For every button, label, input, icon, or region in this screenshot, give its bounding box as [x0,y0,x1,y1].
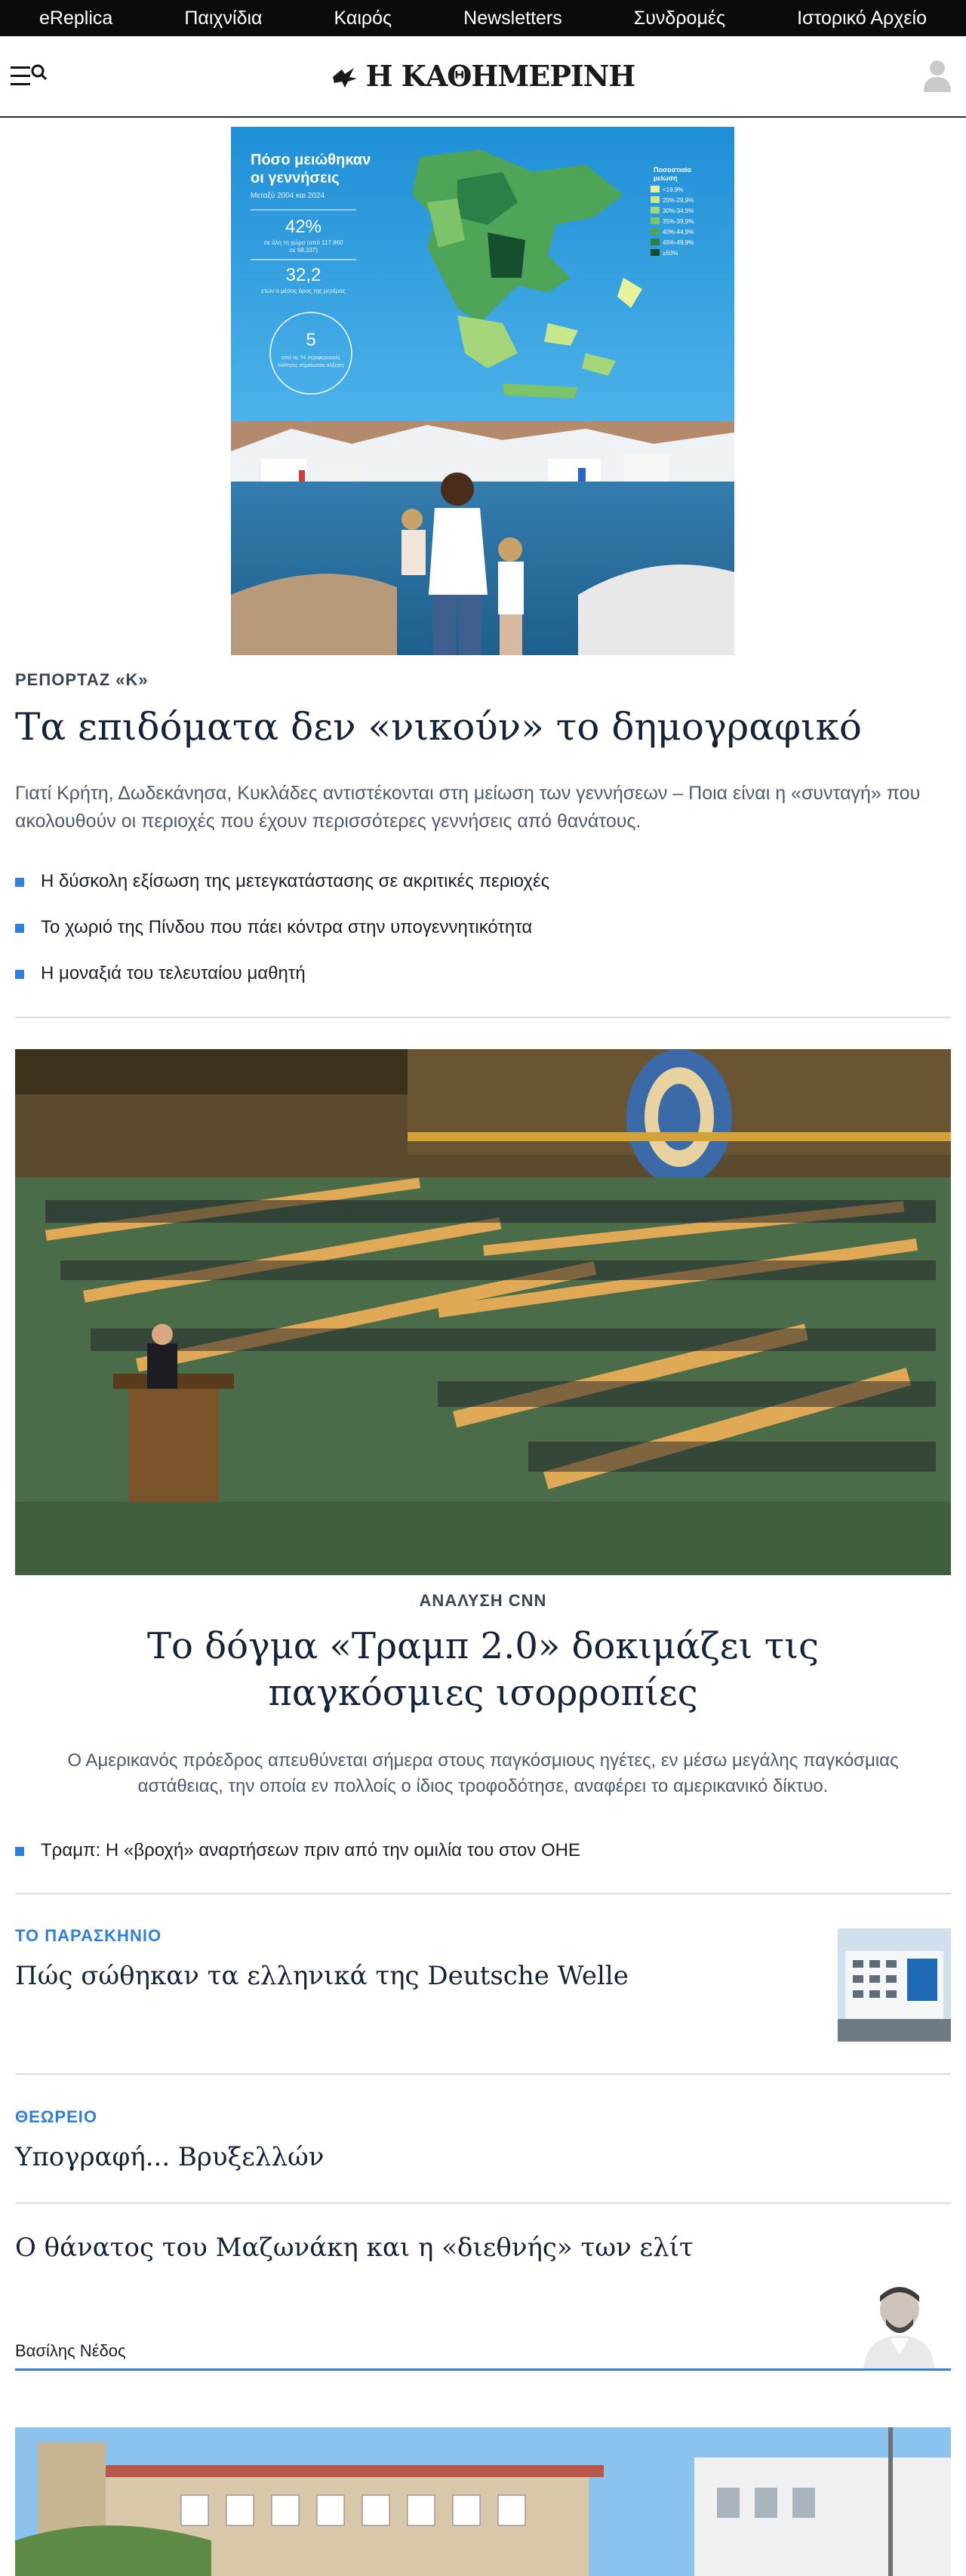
svg-text:από τις 74 περιφερειακές: από τις 74 περιφερειακές [281,355,340,361]
svg-text:μείωση: μείωση [654,174,678,182]
svg-text:σε όλη τη χώρα (από 117.860: σε όλη τη χώρα (από 117.860 [263,239,343,246]
author-underline [15,2368,951,2371]
article5-title[interactable]: Ο θάνατος του Μαζωνάκη και η «διεθνής» των ελίτ [15,2233,694,2263]
article4-title[interactable]: Υπογραφή... Βρυξελλών [15,2142,325,2172]
svg-text:<19,9%: <19,9% [663,186,684,193]
site-header [0,36,966,118]
article2-title[interactable]: Το δόγμα «Τραμπ 2.0» δοκιμάζει τις παγκόσμιες ισορροπίες [147,1625,819,1714]
article3-thumbnail[interactable] [838,1928,951,2042]
logo-text: Η ΚΑΘΗΜΕΡΙΝΗ [365,59,635,93]
svg-text:≥50%: ≥50% [663,250,678,257]
top-navigation [0,0,966,36]
topnav-subscriptions[interactable]: Συνδρομές [633,7,726,29]
svg-text:οι γεννήσεις: οι γεννήσεις [251,170,340,186]
article3-kicker[interactable]: ΤΟ ΠΑΡΑΣΚΗΝΙΟ [15,1926,162,1945]
site-logo[interactable] [0,59,966,96]
article2-kicker[interactable]: ΑΝΑΛΥΣΗ CNN [419,1591,547,1610]
topnav-games[interactable]: Παιχνίδια [184,7,263,29]
next-article-image[interactable] [15,2427,951,2576]
svg-text:Μεταξύ 2004 και 2024: Μεταξύ 2004 και 2024 [251,192,325,200]
article1-related-list [15,870,549,1008]
related-link[interactable]: Το χωριό της Πίνδου που πάει κόντρα στην υπογεννητικότητα [15,916,549,962]
svg-text:5: 5 [306,330,316,350]
topnav-archive[interactable]: Ιστορικό Αρχείο [797,7,927,29]
divider [15,2202,951,2204]
svg-text:ετών ο μέσος όρος της μητέρας: ετών ο μέσος όρος της μητέρας [261,288,346,294]
svg-text:Ποσοστιαία: Ποσοστιαία [654,166,691,174]
svg-text:ενότητες σημείωσαν αύξηση: ενότητες σημείωσαν αύξηση [278,363,344,368]
svg-text:42%: 42% [285,217,322,237]
article1-title[interactable]: Τα επιδόματα δεν «νικούν» το δημογραφικό [15,705,862,749]
article4-kicker[interactable]: ΘΕΩΡΕΙΟ [15,2107,97,2126]
topnav-weather[interactable]: Καιρός [334,7,392,29]
svg-text:σε 68.337): σε 68.337) [289,247,318,254]
user-icon[interactable] [924,59,951,92]
divider [15,1017,951,1018]
article2-related-list [15,1839,580,1885]
svg-text:45%-49,9%: 45%-49,9% [663,239,694,246]
svg-text:20%-29,9%: 20%-29,9% [663,197,694,204]
svg-text:30%-34,9%: 30%-34,9% [663,208,694,214]
related-link[interactable]: Τραμπ: Η «βροχή» αναρτήσεων πριν από την ομιλία του στον ΟΗΕ [15,1839,580,1885]
author-avatar[interactable] [860,2279,936,2368]
topnav-ereplica[interactable]: eReplica [39,7,113,29]
infographic-title-line: Πόσο μειώθηκαν [251,152,371,168]
svg-text:40%-44,9%: 40%-44,9% [663,229,694,235]
svg-text:35%-39,9%: 35%-39,9% [663,218,694,225]
article1-kicker[interactable]: ΡΕΠΟΡΤΑΖ «Κ» [15,670,149,689]
topnav-newsletters[interactable]: Newsletters [463,7,562,29]
related-link[interactable]: Η μοναξιά του τελευταίου μαθητή [15,962,549,1008]
article2-lead: Ο Αμερικανός πρόεδρος απευθύνεται σήμερα στους παγκόσμιους ηγέτες, εν μέσω μεγάλης παγκόσμιας αστάθειας, την οποία εν πολλοίς ο ίδιος τροφοδότησε, αναφέρει το αμερικανικό δίκτυο. [67,1750,899,1796]
article3-title[interactable]: Πώς σώθηκαν τα ελληνικά της Deutsche Welle [15,1961,629,1991]
divider [15,2073,951,2075]
divider [15,1893,951,1894]
svg-text:32,2: 32,2 [285,265,321,285]
article1-lead: Γιατί Κρήτη, Δωδεκάνησα, Κυκλάδες αντιστέκονται στη μείωση των γεννήσεων – Ποια είναι η «συνταγή» που ακολουθούν οι περιοχές που έχουν περισσότερες γεννήσεις από θανάτους. [15,783,921,832]
author-name[interactable]: Βασίλης Νέδος [15,2341,126,2360]
related-link[interactable]: Η δύσκολη εξίσωση της μετεγκατάστασης σε ακριτικές περιοχές [15,870,549,916]
article2-image[interactable] [15,1049,951,1575]
hero-infographic[interactable] [231,127,734,655]
logo-bird-icon [331,62,358,96]
